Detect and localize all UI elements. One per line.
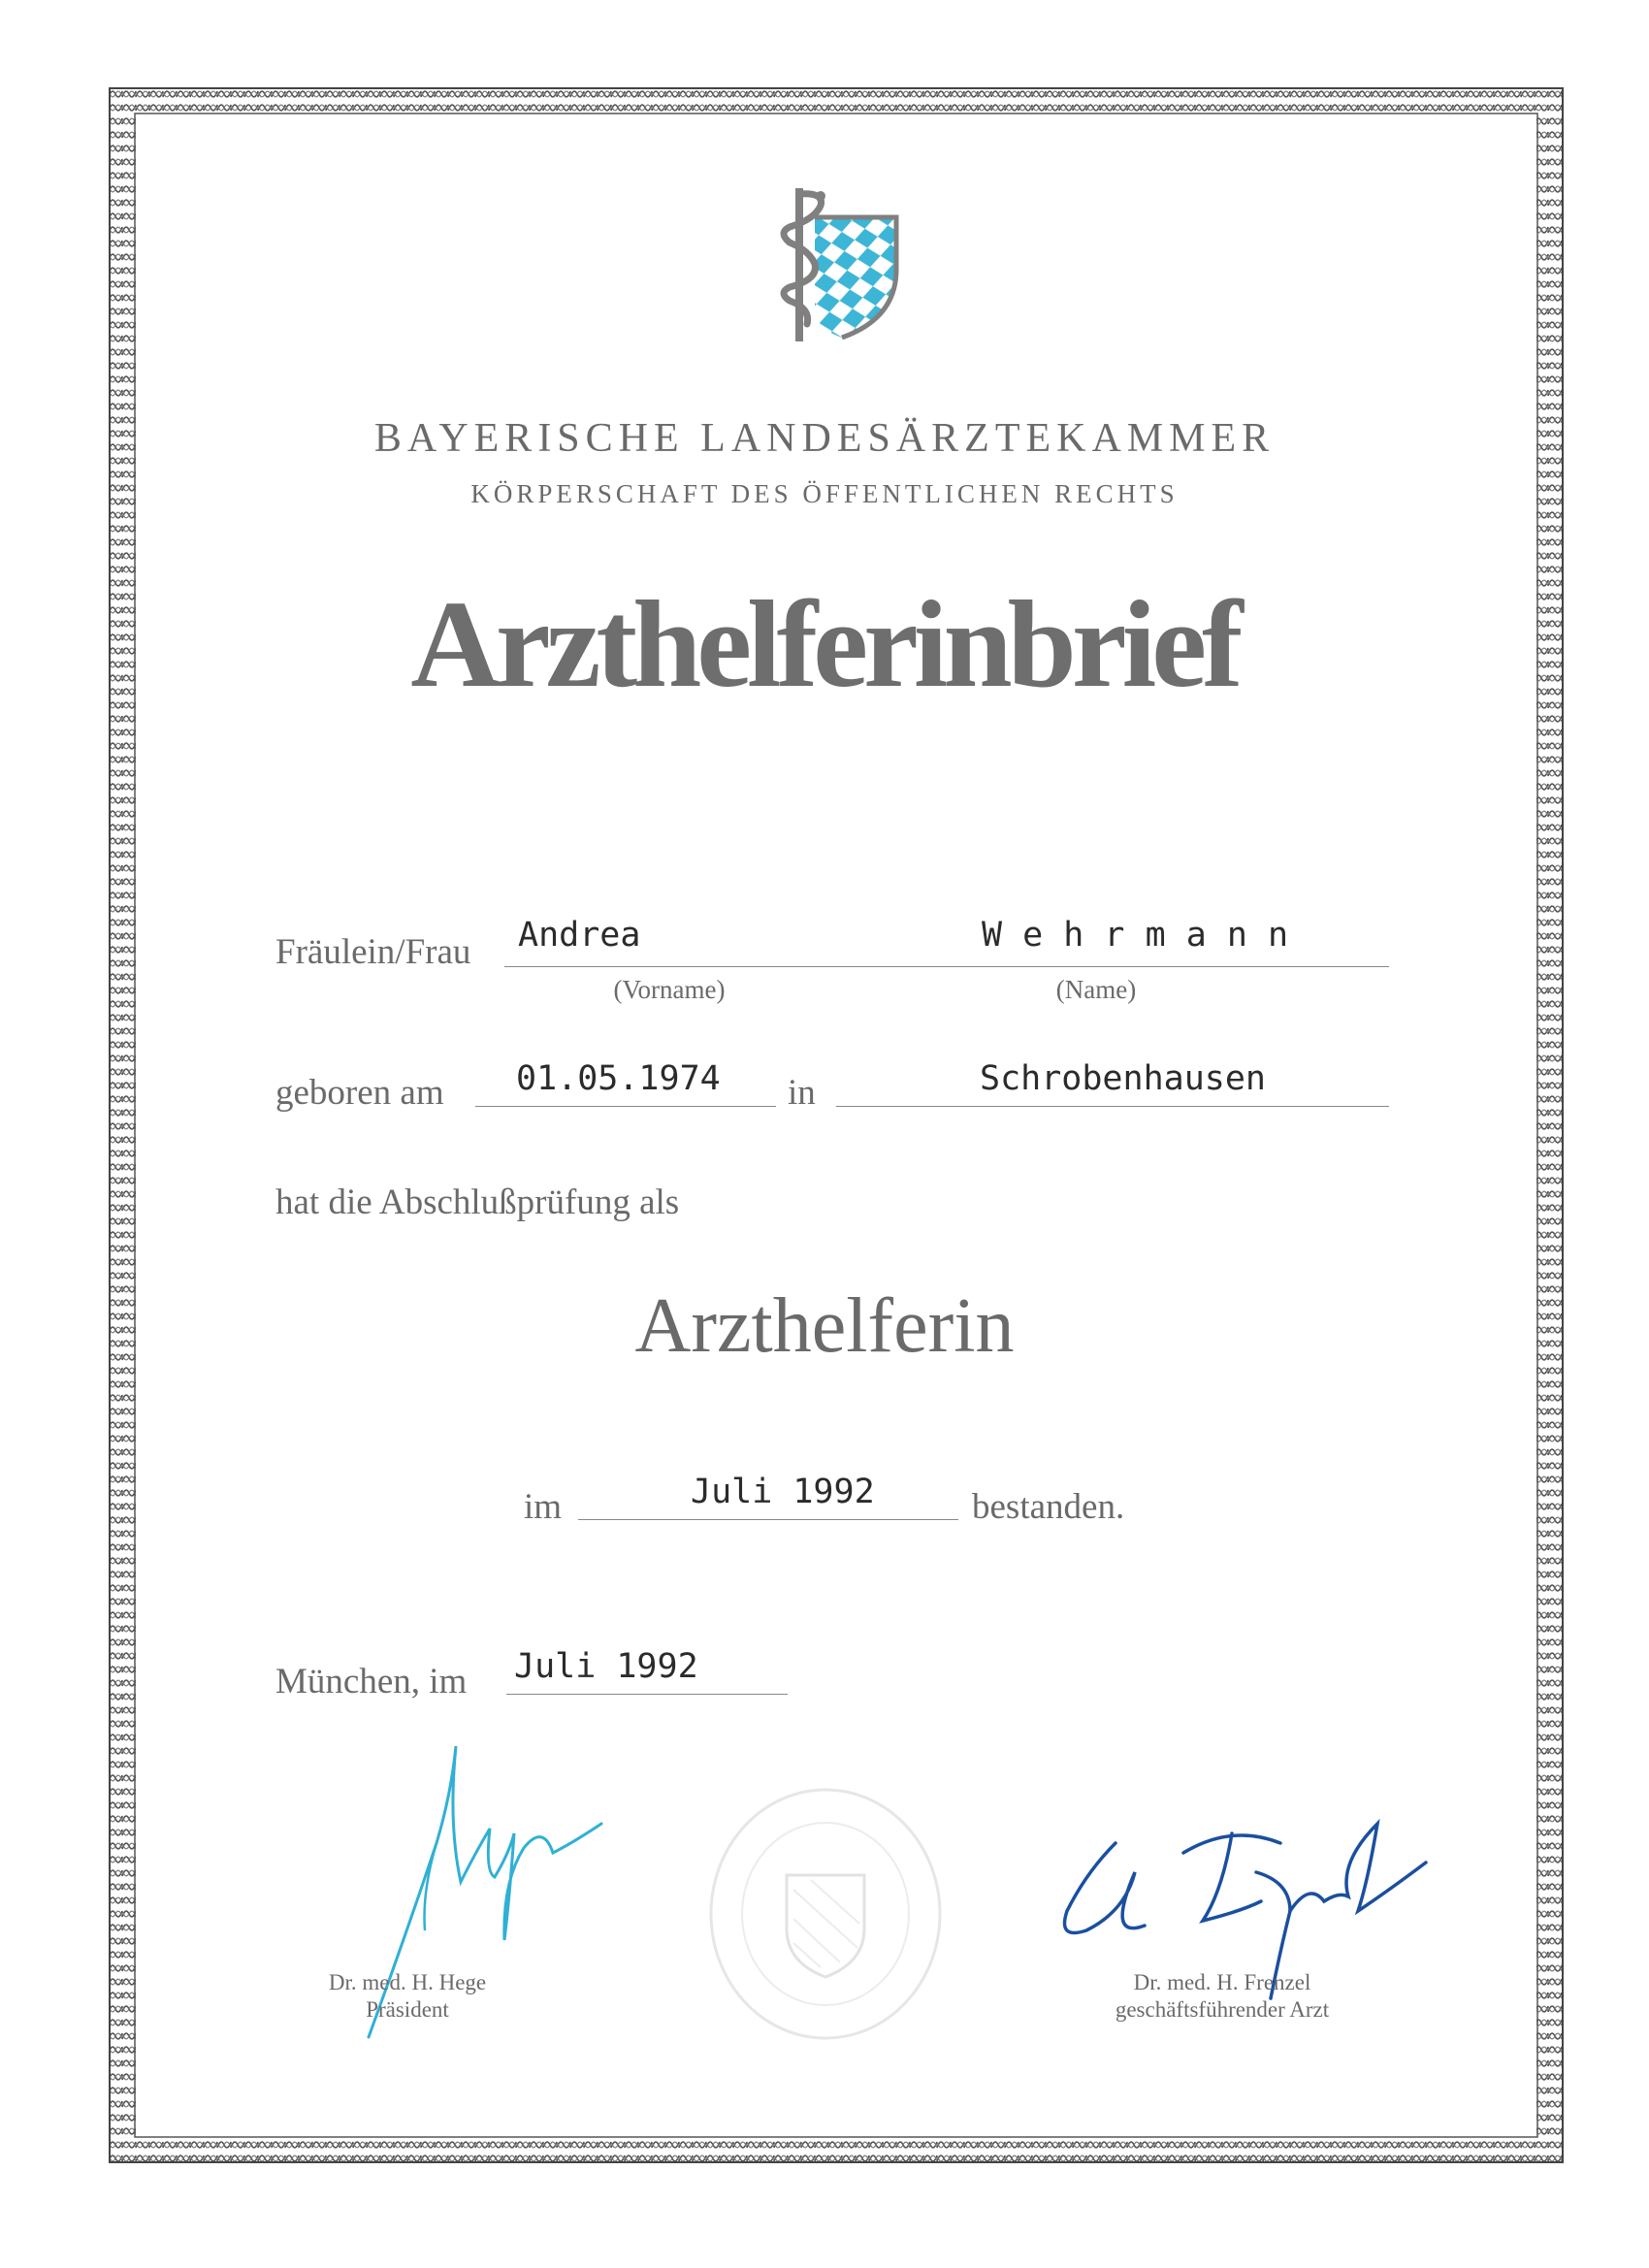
exam-prefix: im (524, 1487, 563, 1527)
exam-date-line (578, 1519, 958, 1520)
last-name-value: W e h r m a n n (982, 916, 1289, 955)
signer-2-name: Dr. med. H. Frenzel (1133, 1970, 1311, 1994)
birth-place-label: in (788, 1073, 816, 1113)
birth-date-value: 01.05.1974 (516, 1059, 721, 1098)
name-line (504, 966, 1389, 967)
chamber-logo-icon (776, 182, 902, 347)
exam-date-value: Juli 1992 (691, 1473, 875, 1511)
exam-statement: hat die Abschlußprüfung als (275, 1183, 680, 1222)
profession-title: Arzthelferin (634, 1283, 1015, 1369)
signer-2-role: geschäftsführender Arzt (1115, 1997, 1330, 2022)
birth-place-value: Schrobenhausen (980, 1059, 1267, 1098)
birth-date-label: geboren am (275, 1073, 444, 1113)
first-name-value: Andrea (518, 916, 641, 955)
issue-date-value: Juli 1992 (514, 1647, 698, 1686)
exam-suffix: bestanden. (972, 1487, 1125, 1527)
organization-subtitle: KÖRPERSCHAFT DES ÖFFENTLICHEN RECHTS (470, 479, 1179, 508)
certificate-title: Arzthelferinbrief (410, 575, 1239, 713)
issue-date-line (506, 1694, 788, 1695)
birth-place-line (836, 1106, 1389, 1107)
last-name-caption: (Name) (1055, 975, 1137, 1004)
organization-name: BAYERISCHE LANDESÄRZTEKAMMER (373, 416, 1276, 461)
issue-place-label: München, im (275, 1662, 468, 1701)
embossed-seal (704, 1783, 947, 2045)
signer-1-role: Präsident (366, 1997, 449, 2022)
first-name-caption: (Vorname) (613, 975, 726, 1004)
signer-1-name: Dr. med. H. Hege (328, 1970, 487, 1994)
salutation-label: Fräulein/Frau (275, 932, 471, 972)
birth-date-line (475, 1106, 776, 1107)
